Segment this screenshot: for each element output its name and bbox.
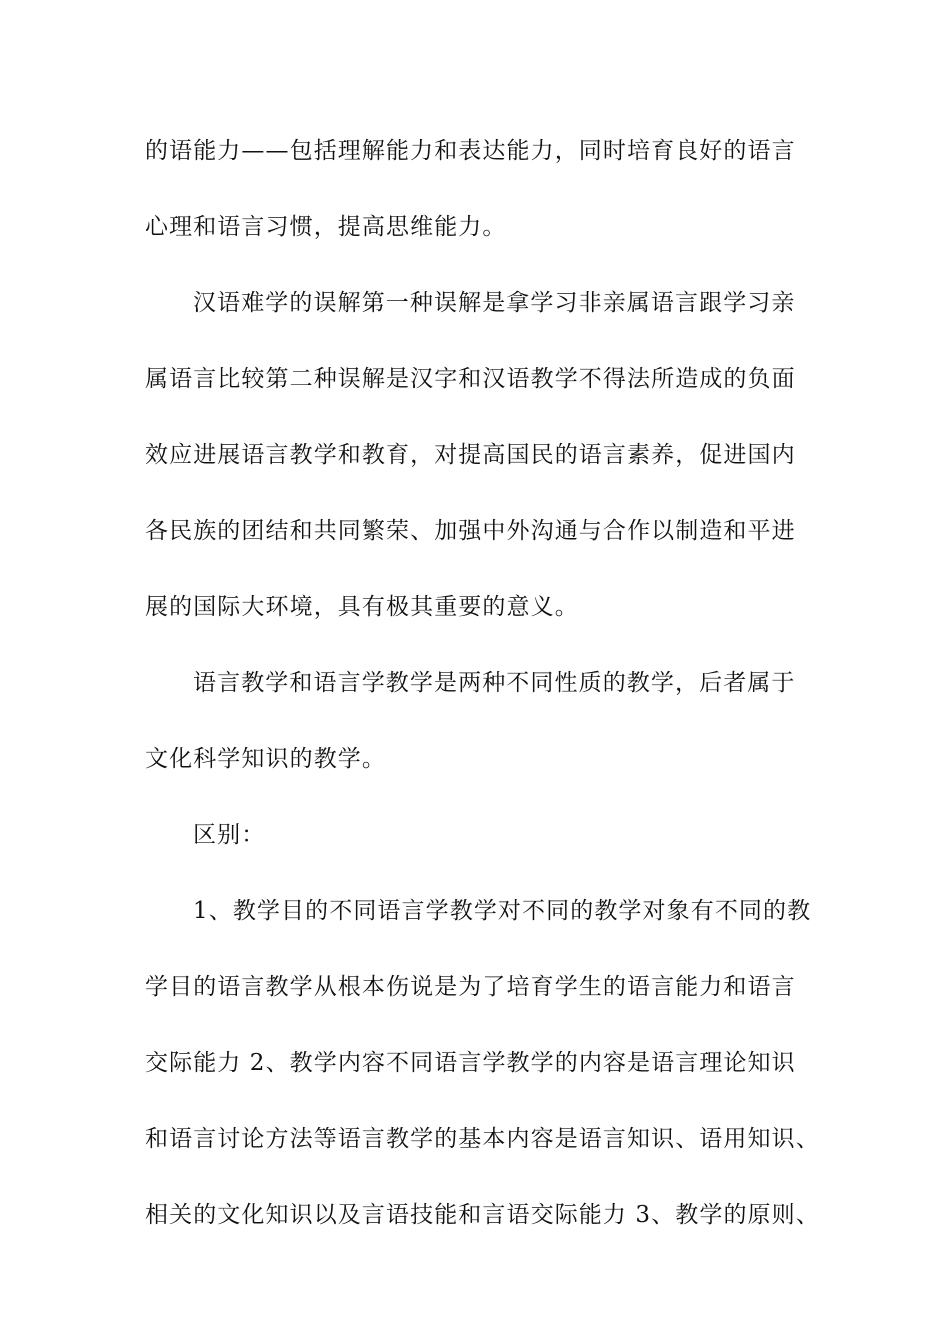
section-label: 区别：	[193, 822, 266, 848]
text-line: 和语言讨论方法等语言教学的基本内容是语言知识、语用知识、	[145, 1126, 820, 1152]
body-text	[145, 128, 820, 1268]
text-line: 文化科学知识的教学。	[145, 746, 386, 772]
text-line: 属语言比较第二种误解是汉字和汉语教学不得法所造成的负面	[145, 366, 796, 392]
text-line: 心理和语言习惯，提高思维能力。	[145, 214, 507, 240]
paragraph-start-line: 1、教学目的不同语言学教学对不同的教学对象有不同的教	[193, 898, 812, 924]
text-line: 学目的语言教学从根本伤说是为了培育学生的语言能力和语言	[145, 974, 796, 1000]
text-line: 交际能力 2、教学内容不同语言学教学的内容是语言理论知识	[145, 1050, 796, 1076]
paragraph-start-line: 汉语难学的误解第一种误解是拿学习非亲属语言跟学习亲	[193, 290, 796, 316]
text-line: 相关的文化知识以及言语技能和言语交际能力 3、教学的原则、	[145, 1202, 820, 1228]
text-line: 各民族的团结和共同繁荣、加强中外沟通与合作以制造和平进	[145, 518, 796, 544]
text-line: 展的国际大环境，具有极其重要的意义。	[145, 594, 579, 620]
text-line: 效应进展语言教学和教育，对提高国民的语言素养，促进国内	[145, 442, 796, 468]
text-line: 的语能力——包括理解能力和表达能力，同时培育良好的语言	[145, 138, 796, 164]
paragraph-start-line: 语言教学和语言学教学是两种不同性质的教学，后者属于	[193, 670, 796, 696]
